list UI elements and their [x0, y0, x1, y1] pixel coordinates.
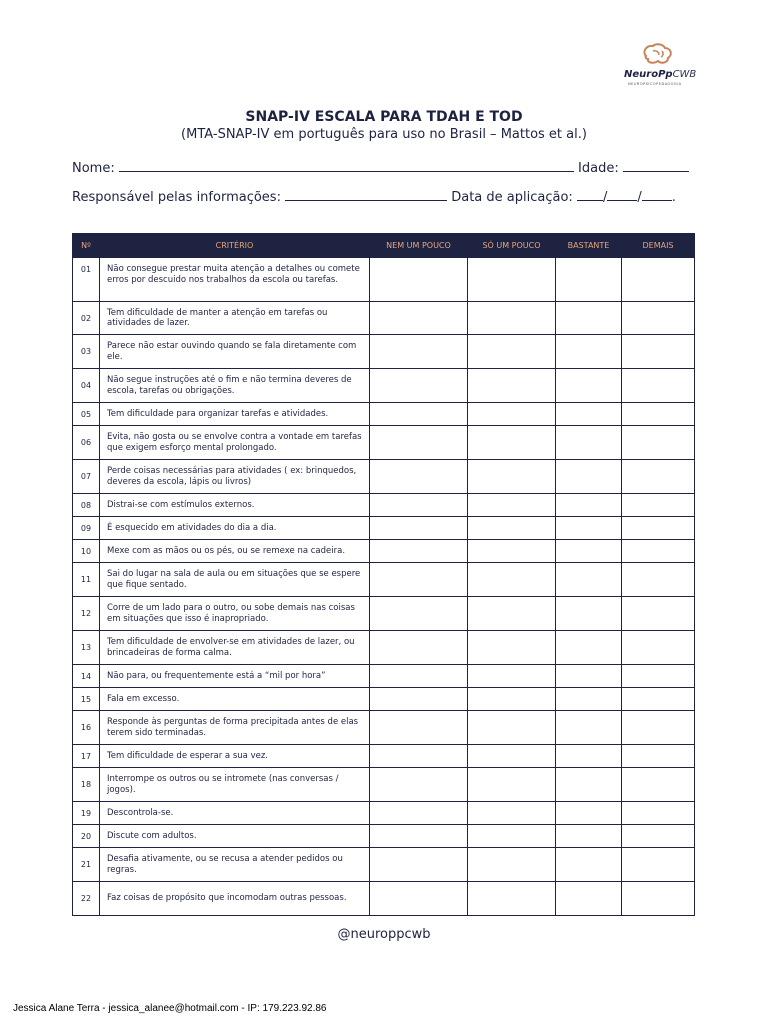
age-label: Idade: [578, 161, 619, 176]
answer-cell-just-a-little[interactable] [468, 711, 556, 745]
answer-cell-very-much[interactable] [622, 302, 695, 335]
row-number: 06 [73, 426, 100, 460]
row-number: 09 [73, 517, 100, 540]
answer-cell-not-at-all[interactable] [370, 848, 468, 882]
table-row [73, 540, 695, 563]
page-title: SNAP-IV ESCALA PARA TDAH E TOD [245, 109, 523, 125]
answer-cell-quite-a-bit[interactable] [556, 540, 622, 563]
row-criterion: Faz coisas de propósito que incomodam outras pessoas. [100, 882, 370, 916]
row-criterion: Tem dificuldade de envolver-se em atividades de lazer, ou brincadeiras de forma calma. [100, 631, 370, 665]
row-criterion: Descontrola-se. [100, 802, 370, 825]
row-number: 15 [73, 688, 100, 711]
row-criterion: Discute com adultos. [100, 825, 370, 848]
row-criterion: Distrai-se com estímulos externos. [100, 494, 370, 517]
date-month-field[interactable] [607, 188, 637, 201]
answer-cell-just-a-little[interactable] [468, 848, 556, 882]
name-label: Nome: [72, 161, 115, 176]
answer-cell-not-at-all[interactable] [370, 426, 468, 460]
answer-cell-just-a-little[interactable] [468, 494, 556, 517]
answer-cell-not-at-all[interactable] [370, 745, 468, 768]
row-number: 02 [73, 302, 100, 335]
row-number: 21 [73, 848, 100, 882]
row-number: 18 [73, 768, 100, 802]
social-handle: @neuroppcwb [337, 927, 431, 942]
row-number: 22 [73, 882, 100, 916]
answer-cell-very-much[interactable] [622, 768, 695, 802]
answer-cell-quite-a-bit[interactable] [556, 369, 622, 403]
row-number: 11 [73, 563, 100, 597]
answer-cell-not-at-all[interactable] [370, 665, 468, 688]
row-number: 13 [73, 631, 100, 665]
table-row [73, 335, 695, 369]
table-row [73, 665, 695, 688]
table-row [73, 711, 695, 745]
answer-cell-quite-a-bit[interactable] [556, 335, 622, 369]
answer-cell-quite-a-bit[interactable] [556, 848, 622, 882]
row-criterion: Perde coisas necessárias para atividades ( ex: brinquedos, deveres da escola, lápis ou livros) [100, 460, 370, 494]
row-number: 14 [73, 665, 100, 688]
brain-logo-icon [638, 42, 676, 68]
answer-cell-very-much[interactable] [622, 631, 695, 665]
brand-logo [618, 42, 698, 88]
answer-cell-very-much[interactable] [622, 494, 695, 517]
responsible-field[interactable] [285, 188, 447, 201]
answer-cell-not-at-all[interactable] [370, 403, 468, 426]
answer-cell-very-much[interactable] [622, 426, 695, 460]
answer-cell-very-much[interactable] [622, 711, 695, 745]
answer-cell-not-at-all[interactable] [370, 802, 468, 825]
table-row [73, 688, 695, 711]
table-row [73, 460, 695, 494]
age-field[interactable] [623, 159, 689, 172]
row-criterion: Não segue instruções até o fim e não termina deveres de escola, tarefas ou obrigações. [100, 369, 370, 403]
answer-cell-very-much[interactable] [622, 882, 695, 916]
answer-cell-quite-a-bit[interactable] [556, 494, 622, 517]
table-header-row [73, 234, 695, 258]
logo-wordmark [624, 69, 696, 80]
answer-cell-just-a-little[interactable] [468, 597, 556, 631]
answer-cell-very-much[interactable] [622, 369, 695, 403]
table-row [73, 494, 695, 517]
row-number: 19 [73, 802, 100, 825]
answer-cell-very-much[interactable] [622, 665, 695, 688]
date-year-field[interactable] [642, 188, 672, 201]
table-row [73, 403, 695, 426]
answer-cell-quite-a-bit[interactable] [556, 768, 622, 802]
table-row [73, 825, 695, 848]
answer-cell-very-much[interactable] [622, 802, 695, 825]
answer-cell-not-at-all[interactable] [370, 369, 468, 403]
answer-cell-not-at-all[interactable] [370, 540, 468, 563]
snap-iv-table [72, 233, 695, 916]
answer-cell-not-at-all[interactable] [370, 517, 468, 540]
answer-cell-very-much[interactable] [622, 540, 695, 563]
answer-cell-just-a-little[interactable] [468, 745, 556, 768]
row-criterion: Evita, não gosta ou se envolve contra a vontade em tarefas que exigem esforço mental prolongado. [100, 426, 370, 460]
answer-cell-just-a-little[interactable] [468, 302, 556, 335]
answer-cell-quite-a-bit[interactable] [556, 460, 622, 494]
answer-cell-not-at-all[interactable] [370, 335, 468, 369]
answer-cell-quite-a-bit[interactable] [556, 302, 622, 335]
column-header-just-a-little: SÓ UM POUCO [468, 234, 556, 258]
answer-cell-not-at-all[interactable] [370, 597, 468, 631]
answer-cell-quite-a-bit[interactable] [556, 517, 622, 540]
answer-cell-just-a-little[interactable] [468, 688, 556, 711]
answer-cell-just-a-little[interactable] [468, 631, 556, 665]
row-number: 12 [73, 597, 100, 631]
answer-cell-just-a-little[interactable] [468, 665, 556, 688]
table-row [73, 563, 695, 597]
row-number: 01 [73, 258, 100, 302]
row-criterion: Responde às perguntas de forma precipitada antes de elas terem sido terminadas. [100, 711, 370, 745]
answer-cell-not-at-all[interactable] [370, 494, 468, 517]
row-criterion: Desafia ativamente, ou se recusa a atender pedidos ou regras. [100, 848, 370, 882]
table-row [73, 745, 695, 768]
answer-cell-just-a-little[interactable] [468, 258, 556, 302]
answer-cell-just-a-little[interactable] [468, 403, 556, 426]
answer-cell-not-at-all[interactable] [370, 825, 468, 848]
table-row [73, 426, 695, 460]
answer-cell-very-much[interactable] [622, 848, 695, 882]
column-header-criterion: CRITÉRIO [100, 234, 370, 258]
date-label: Data de aplicação: [451, 190, 573, 205]
row-number: 17 [73, 745, 100, 768]
answer-cell-just-a-little[interactable] [468, 768, 556, 802]
column-header-very-much: DEMAIS [622, 234, 695, 258]
table-row [73, 517, 695, 540]
answer-cell-just-a-little[interactable] [468, 540, 556, 563]
answer-cell-quite-a-bit[interactable] [556, 403, 622, 426]
answer-cell-very-much[interactable] [622, 597, 695, 631]
table-row [73, 597, 695, 631]
answer-cell-very-much[interactable] [622, 563, 695, 597]
row-number: 10 [73, 540, 100, 563]
answer-cell-quite-a-bit[interactable] [556, 631, 622, 665]
row-number: 04 [73, 369, 100, 403]
answer-cell-just-a-little[interactable] [468, 882, 556, 916]
answer-cell-just-a-little[interactable] [468, 563, 556, 597]
table-row [73, 631, 695, 665]
answer-cell-just-a-little[interactable] [468, 825, 556, 848]
answer-cell-not-at-all[interactable] [370, 302, 468, 335]
row-criterion: Sai do lugar na sala de aula ou em situações que se espere que fique sentado. [100, 563, 370, 597]
column-header-quite-a-bit: BASTANTE [556, 234, 622, 258]
answer-cell-just-a-little[interactable] [468, 335, 556, 369]
answer-cell-quite-a-bit[interactable] [556, 802, 622, 825]
column-header-number: Nº [73, 234, 100, 258]
row-number: 03 [73, 335, 100, 369]
column-header-not-at-all: NEM UM POUCO [370, 234, 468, 258]
row-criterion: Não consegue prestar muita atenção a detalhes ou comete erros por descuido nos trabalhos da escola ou tarefas. [100, 258, 370, 302]
row-number: 16 [73, 711, 100, 745]
name-age-line [72, 159, 689, 176]
answer-cell-not-at-all[interactable] [370, 768, 468, 802]
answer-cell-very-much[interactable] [622, 258, 695, 302]
answer-cell-quite-a-bit[interactable] [556, 426, 622, 460]
row-criterion: Fala em excesso. [100, 688, 370, 711]
row-criterion: Não para, ou frequentemente está a “mil por hora” [100, 665, 370, 688]
answer-cell-not-at-all[interactable] [370, 563, 468, 597]
logo-name-light: CWB [672, 69, 697, 80]
answer-cell-very-much[interactable] [622, 688, 695, 711]
answer-cell-quite-a-bit[interactable] [556, 665, 622, 688]
answer-cell-very-much[interactable] [622, 460, 695, 494]
answer-cell-just-a-little[interactable] [468, 517, 556, 540]
responsible-date-line [72, 188, 676, 205]
answer-cell-quite-a-bit[interactable] [556, 563, 622, 597]
table-row [73, 848, 695, 882]
date-separator: / [637, 190, 642, 205]
row-criterion: Tem dificuldade para organizar tarefas e atividades. [100, 403, 370, 426]
table-row [73, 882, 695, 916]
answer-cell-quite-a-bit[interactable] [556, 597, 622, 631]
answer-cell-just-a-little[interactable] [468, 460, 556, 494]
answer-cell-not-at-all[interactable] [370, 688, 468, 711]
page-subtitle: (MTA-SNAP-IV em português para uso no Brasil – Mattos et al.) [181, 127, 587, 142]
row-criterion: Tem dificuldade de manter a atenção em tarefas ou atividades de lazer. [100, 302, 370, 335]
answer-cell-not-at-all[interactable] [370, 258, 468, 302]
row-number: 05 [73, 403, 100, 426]
logo-tagline: NEUROPSICOPEDAGOGIA [628, 82, 682, 86]
row-criterion: Interrompe os outros ou se intromete (nas conversas / jogos). [100, 768, 370, 802]
row-criterion: É esquecido em atividades do dia a dia. [100, 517, 370, 540]
date-separator: / [602, 190, 608, 205]
table-row [73, 302, 695, 335]
row-criterion: Parece não estar ouvindo quando se fala diretamente com ele. [100, 335, 370, 369]
answer-cell-not-at-all[interactable] [370, 460, 468, 494]
row-number: 07 [73, 460, 100, 494]
row-number: 20 [73, 825, 100, 848]
logo-name-bold: NeuroPp [624, 69, 673, 80]
responsible-label: Responsável pelas informações: [72, 190, 281, 205]
answer-cell-just-a-little[interactable] [468, 802, 556, 825]
answer-cell-quite-a-bit[interactable] [556, 745, 622, 768]
row-number: 08 [73, 494, 100, 517]
answer-cell-quite-a-bit[interactable] [556, 711, 622, 745]
row-criterion: Mexe com as mãos ou os pés, ou se remexe na cadeira. [100, 540, 370, 563]
answer-cell-not-at-all[interactable] [370, 882, 468, 916]
answer-cell-very-much[interactable] [622, 403, 695, 426]
answer-cell-very-much[interactable] [622, 745, 695, 768]
answer-cell-very-much[interactable] [622, 335, 695, 369]
answer-cell-just-a-little[interactable] [468, 369, 556, 403]
name-field[interactable] [119, 159, 574, 172]
answer-cell-not-at-all[interactable] [370, 631, 468, 665]
date-day-field[interactable] [577, 188, 603, 201]
answer-cell-quite-a-bit[interactable] [556, 825, 622, 848]
row-criterion: Corre de um lado para o outro, ou sobe demais nas coisas em situações que isso é inapropriado. [100, 597, 370, 631]
date-end: . [671, 190, 676, 205]
answer-cell-very-much[interactable] [622, 517, 695, 540]
table-row [73, 802, 695, 825]
answer-cell-very-much[interactable] [622, 825, 695, 848]
table-row [73, 768, 695, 802]
answer-cell-just-a-little[interactable] [468, 426, 556, 460]
footer-watermark: Jessica Alane Terra - jessica_alanee@hotmail.com - IP: 179.223.92.86 [13, 1003, 327, 1014]
row-criterion: Tem dificuldade de esperar a sua vez. [100, 745, 370, 768]
answer-cell-quite-a-bit[interactable] [556, 258, 622, 302]
answer-cell-quite-a-bit[interactable] [556, 882, 622, 916]
answer-cell-quite-a-bit[interactable] [556, 688, 622, 711]
table-row [73, 369, 695, 403]
answer-cell-not-at-all[interactable] [370, 711, 468, 745]
table-row [73, 258, 695, 302]
